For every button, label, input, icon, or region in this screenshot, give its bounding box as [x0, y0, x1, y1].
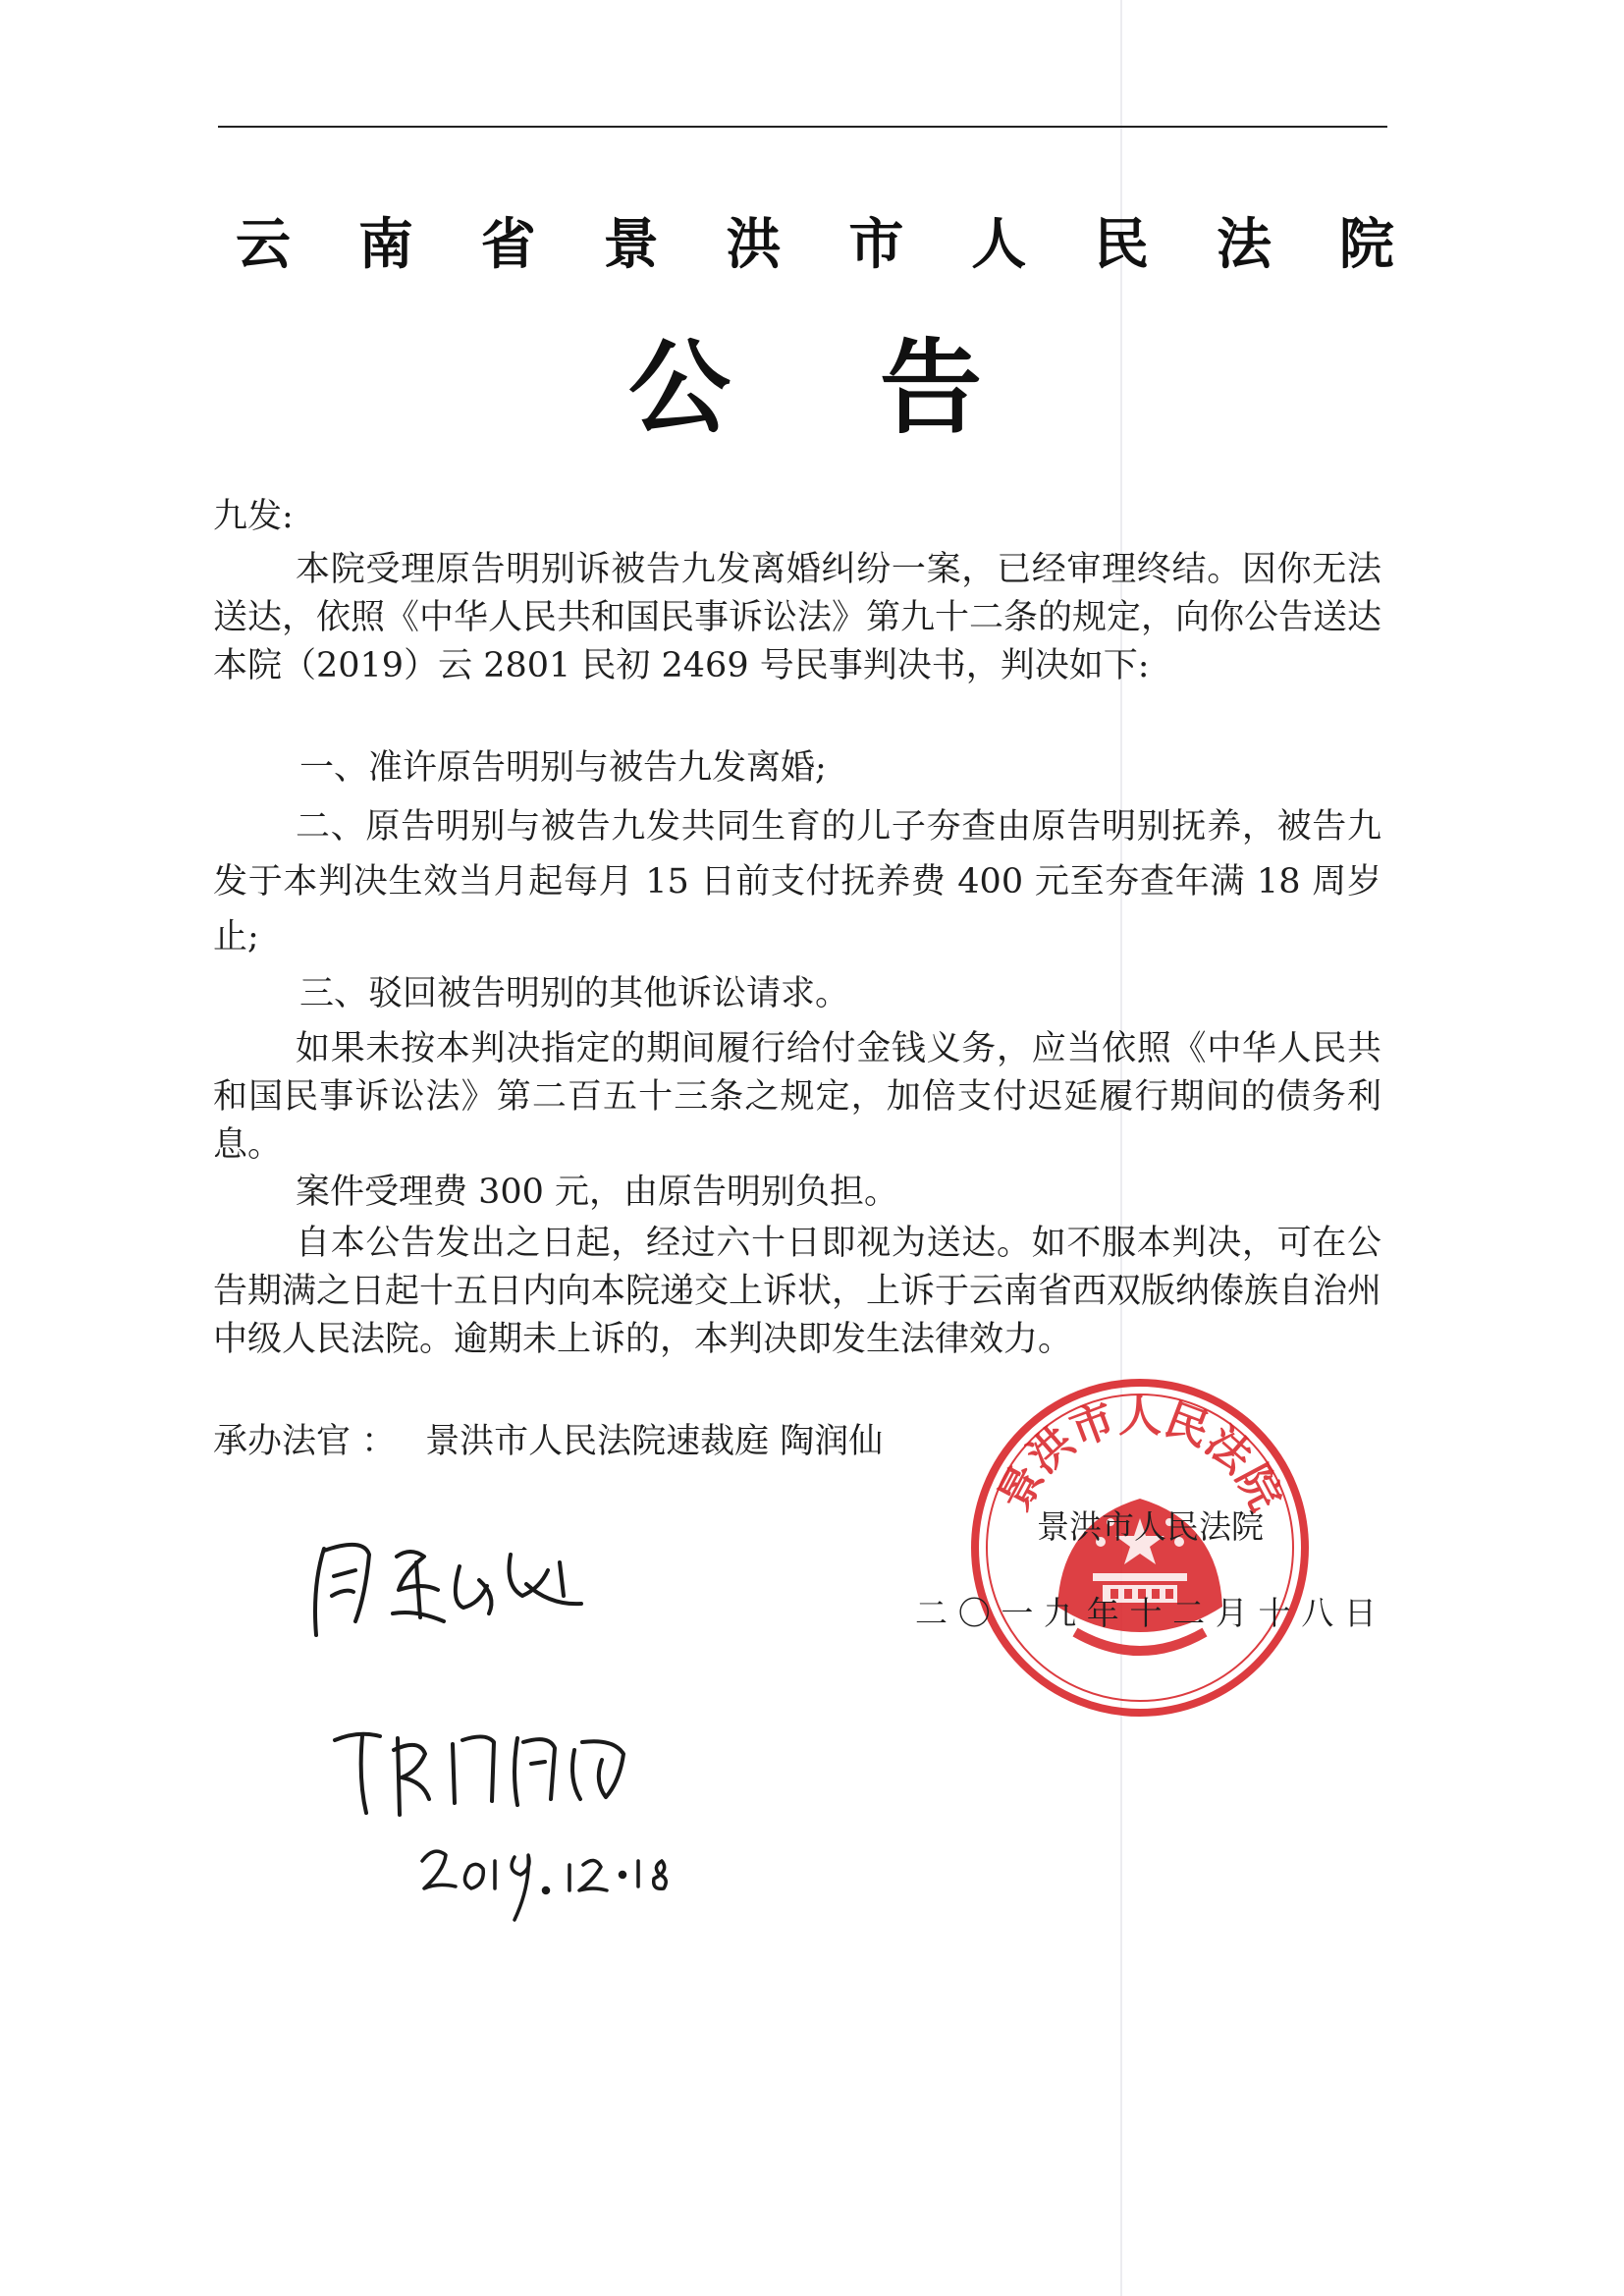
handwritten-date: [412, 1831, 687, 1925]
court-name-char: 民: [1094, 213, 1150, 277]
signature-date: [915, 1591, 1377, 1636]
addressee: 九发:: [213, 497, 294, 536]
signature-date-char: 二: [1172, 1594, 1206, 1632]
document-title-char: 公: [628, 328, 731, 448]
court-signature-line: 景洪市人民法院: [1037, 1507, 1264, 1546]
paragraph-appeal-notice: 自本公告发出之日起，经过六十日即视为送达。如不服本判决，可在公告期满之日起十五日内向本院递交上诉状，上诉于云南省西双版纳傣族自治州中级人民法院。逾期未上诉的，本判决即发生法律效力。: [213, 1224, 1382, 1359]
court-name-char: 人: [971, 213, 1027, 277]
court-name-char: 省: [480, 213, 536, 277]
judge-label: 承办法官 ：: [213, 1422, 397, 1461]
court-name-char: 洪: [726, 213, 782, 277]
court-name-char: 市: [848, 213, 904, 277]
paragraph-case-intro: 本院受理原告明别诉被告九发离婚纠纷一案，已经审理终结。因你无法送达，依照《中华人民共和国民事诉讼法》第九十二条的规定，向你公告送达本院（2019）云 2801 民初 2469 号民事判决书，判决如下:: [213, 550, 1382, 685]
court-name-char: 景: [603, 213, 659, 277]
judgment-item-2: 二、原告明别与被告九发共同生育的儿子夯查由原告明别抚养，被告九发于本判决生效当月起每月 15 日前支付抚养费 400 元至夯查年满 18 周岁止;: [213, 807, 1381, 957]
court-name-char: 法: [1217, 213, 1272, 277]
judge-value: 景洪市人民法院速裁庭 陶润仙: [425, 1422, 884, 1461]
signature-date-char: 月: [1215, 1594, 1248, 1632]
court-name: [236, 208, 1394, 283]
document-title: [628, 324, 982, 452]
signature-date-char: 十: [1258, 1594, 1291, 1632]
signature-date-char: 〇: [957, 1594, 991, 1632]
signature-date-char: 二: [915, 1594, 947, 1632]
handwritten-signature-2: [329, 1721, 643, 1819]
seal-text: 景洪市人民法院: [989, 1392, 1291, 1519]
handwritten-signature-1: [295, 1527, 599, 1645]
court-name-char: 院: [1338, 213, 1394, 277]
paragraph-case-fee: 案件受理费 300 元，由原告明别负担。: [296, 1173, 899, 1212]
court-name-char: 云: [236, 213, 291, 277]
signature-date-char: 九: [1044, 1594, 1077, 1632]
signature-date-char: 日: [1343, 1594, 1377, 1632]
signature-date-char: 年: [1086, 1594, 1119, 1632]
signature-date-char: 一: [1001, 1594, 1034, 1632]
signature-date-char: 八: [1301, 1594, 1334, 1632]
court-name-char: 南: [357, 213, 413, 277]
signature-date-char: 十: [1129, 1594, 1163, 1632]
document-title-char: 告: [879, 328, 982, 448]
paragraph-late-interest: 如果未按本判决指定的期间履行给付金钱义务，应当依照《中华人民共和国民事诉讼法》第二百五十三条之规定，加倍支付迟延履行期间的债务利息。: [213, 1029, 1381, 1165]
judgment-item-3: 三、驳回被告明别的其他诉讼请求。: [299, 974, 850, 1013]
header-rule: [218, 126, 1387, 128]
judgment-item-1: 一、准许原告明别与被告九发离婚;: [299, 748, 827, 788]
